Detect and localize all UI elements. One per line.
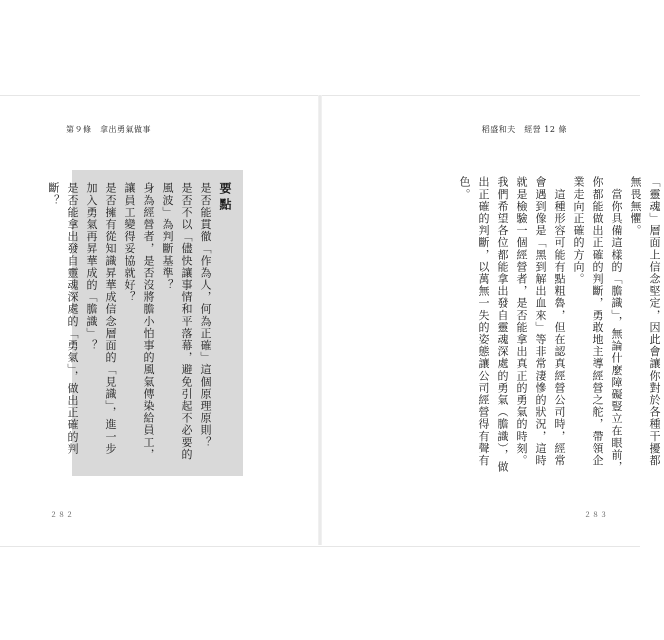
key-point: 是否擁有從知識昇華成信念層面的「見識」，進一步加入勇氣再昇華成的「膽識」？ (85, 182, 117, 455)
running-head-right: 稻盛和夫 經營 12 條 (481, 125, 567, 134)
page-number-right: ２８３ (584, 511, 608, 519)
book-gutter (318, 95, 322, 545)
key-points-list (44, 182, 215, 464)
body-paragraph: 這種形容可能有點粗魯，但在認真經營公司時，經常會遇到像是「黑到解出血來」等非常淒慘的狀況，這時就是檢驗一個經營者，是否能拿出真正的勇氣的時刻。我們希望各位都能拿出發自靈魂深處的勇氣（膽識），做出正確的判斷，以萬無一失的姿態讓公司經營得有聲有色。 (458, 176, 566, 473)
key-point: 是否不以「儘快讓事情和平落幕，避免引起不必要的風波」為判斷基準？ (161, 182, 193, 461)
running-head-left: 第９條 拿出勇氣做事 (66, 125, 151, 134)
body-paragraph: 當你具備這樣的「膽識」，無論什麼障礙豎立在眼前，你都能做出正確的判斷，勇敢地主導經營之舵，帶領企業走向正確的方向。 (572, 176, 623, 473)
body-text (455, 176, 664, 476)
key-points-box (47, 170, 243, 476)
body-paragraph: 「靈魂」層面上信念堅定，因此會讓你對於各種干擾都無畏無懼。 (629, 176, 661, 467)
key-point: 身為經營者，是否沒將膽小怕事的風氣傳染給員工，讓員工變得妥協就好？ (123, 182, 155, 461)
page-number-left: ２８２ (50, 511, 74, 519)
key-points-title: 要點 (218, 182, 232, 214)
key-point: 是否能拿出發自靈魂深處的「勇氣」，做出正確的判斷？ (47, 182, 79, 455)
key-point: 是否能貫徹「作為人，何為正確」這個原理原則？ (199, 182, 212, 449)
